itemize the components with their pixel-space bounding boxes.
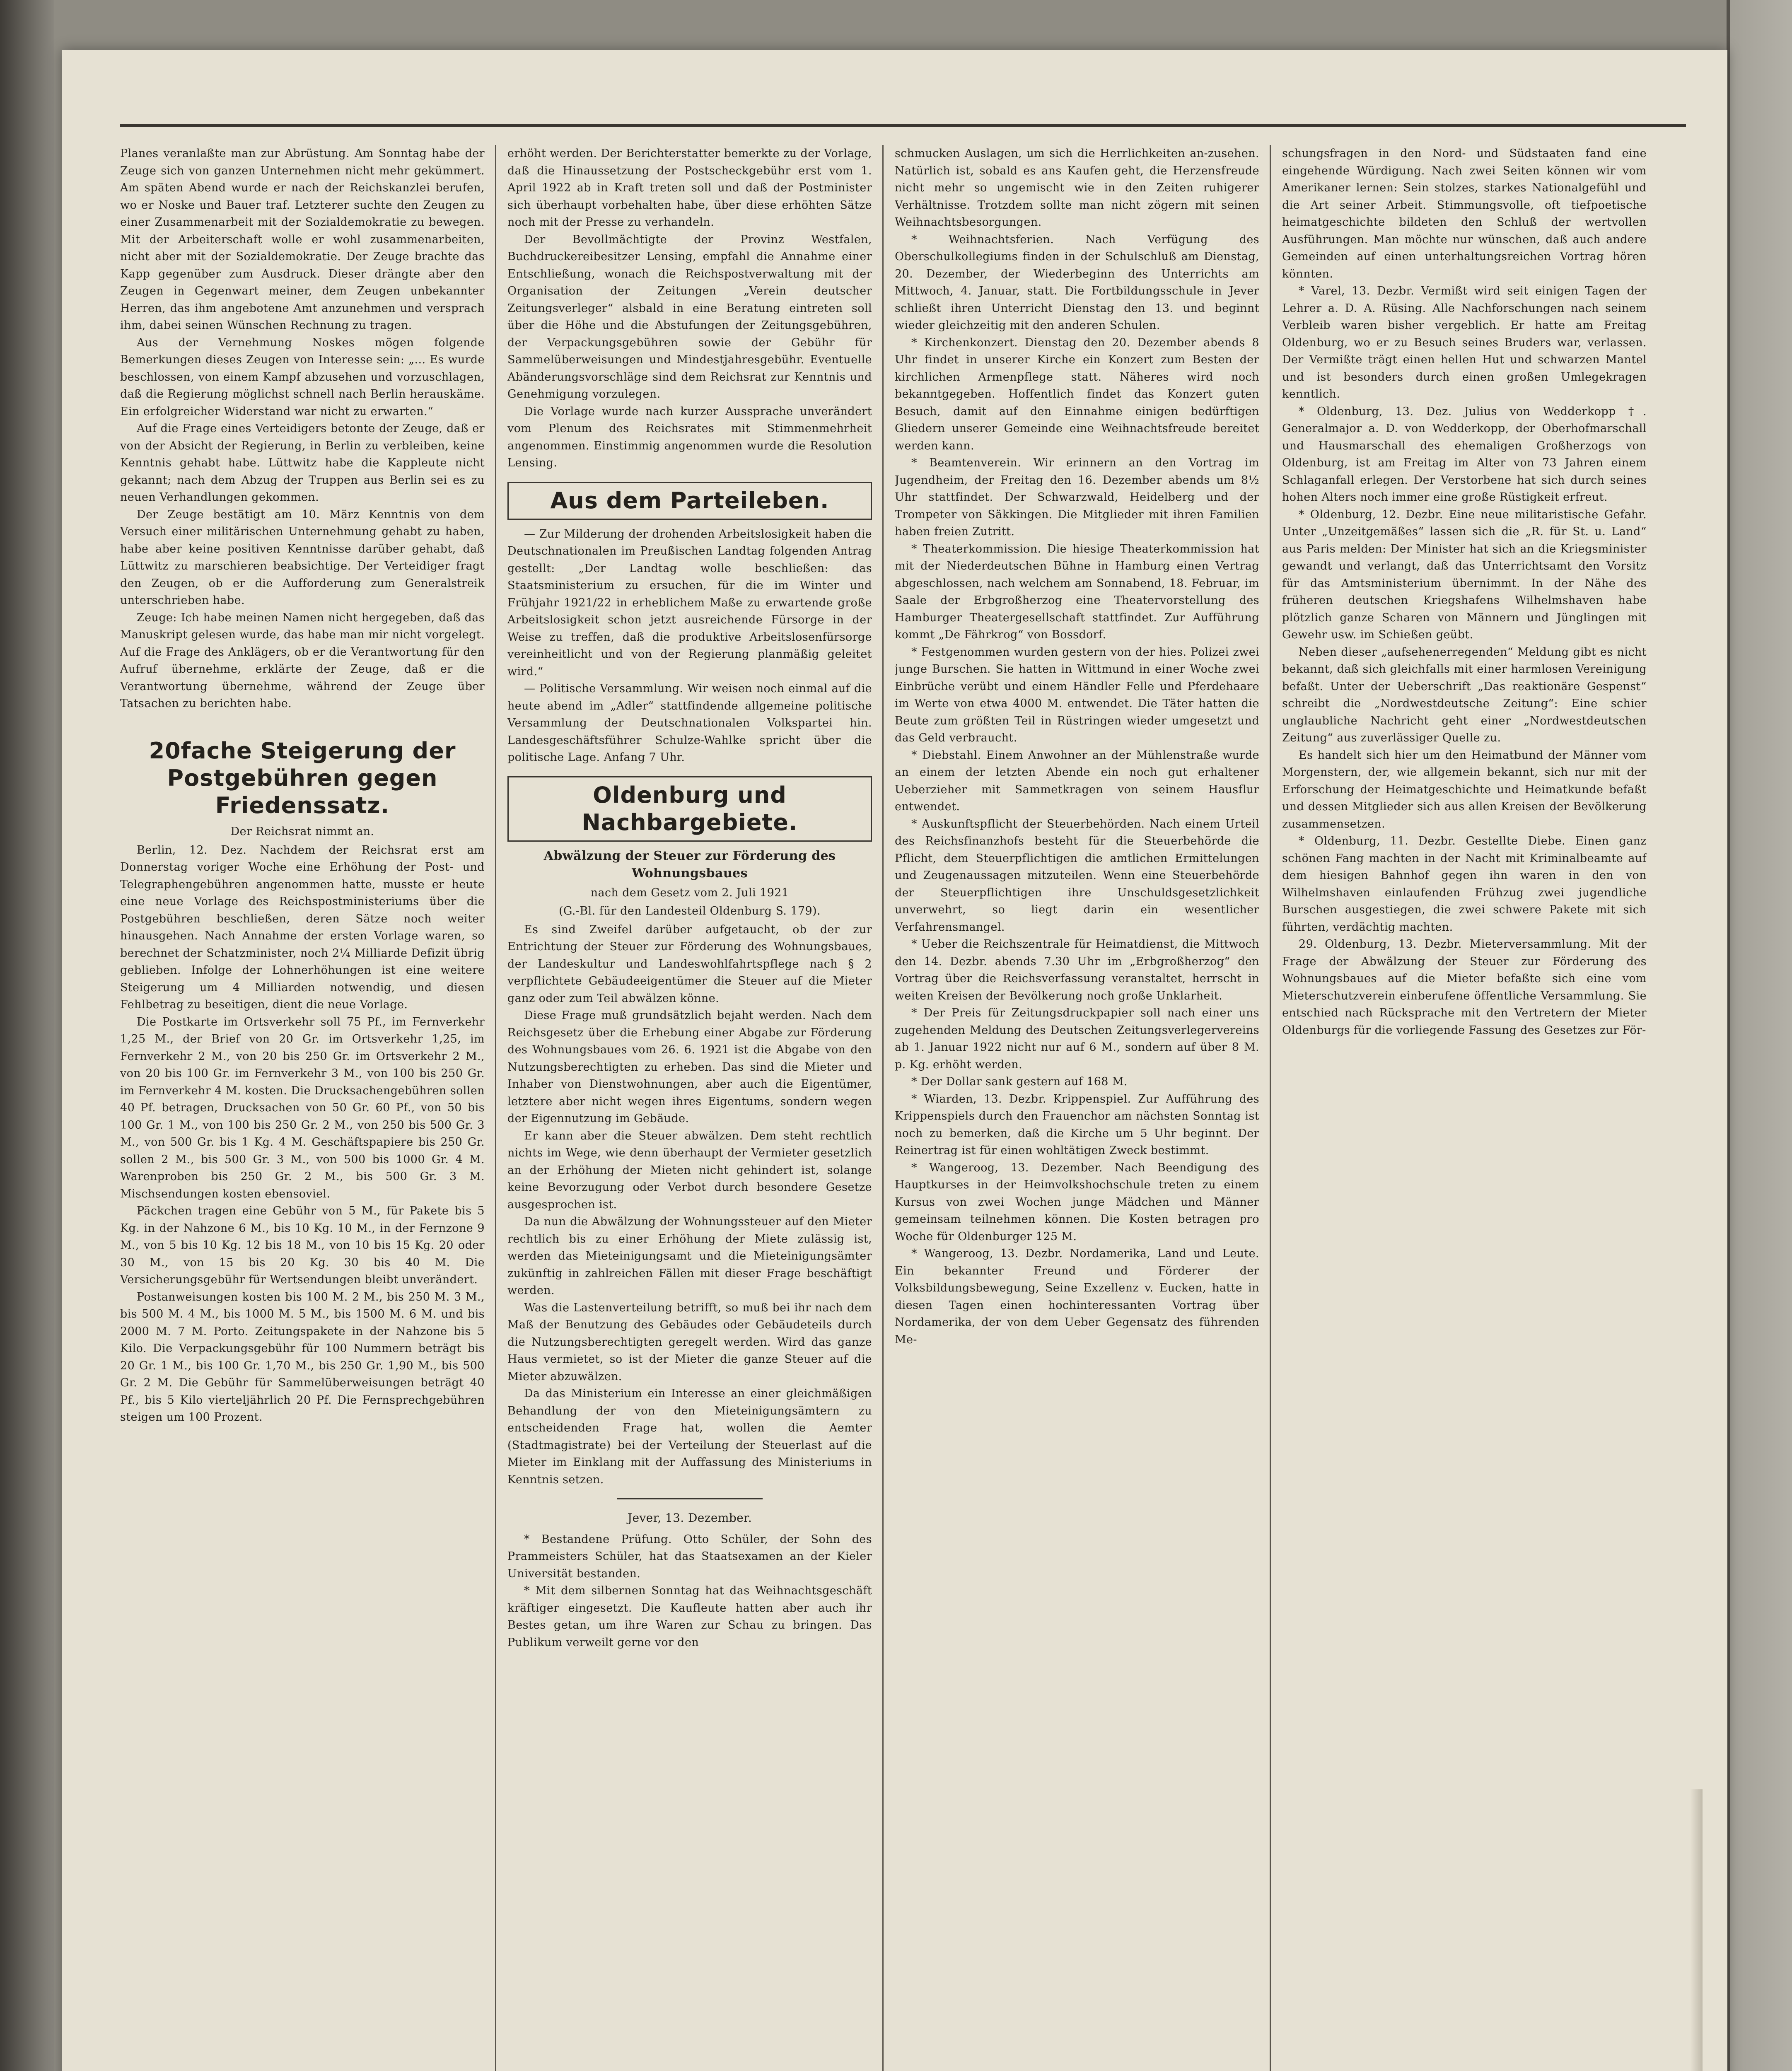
paragraph: Es sind Zweifel darüber aufgetaucht, ob der zur Entrichtung der Steuer zur Förderung des Wohnungsbaues, der Landeskultur und Landeswohlfahrtspflege nach § 2 verpflichtete Gebäudeeigentümer die Steuer auf die Mieter ganz oder zum Teil abwälzen könne. [507,923,872,1005]
paragraph: * Wangeroog, 13. Dezember. Nach Beendigung des Hauptkurses in der Heimvolkshochschule treten zu einem Kursus von zwei Wochen junge Mädchen und Männer gemeinsam teilnehmen können. Die Kosten betragen pro Woche für Oldenburger 125 M. [895,1161,1259,1243]
column-rule [882,145,884,2071]
paragraph: schungsfragen in den Nord- und Südstaaten fand eine eingehende Würdigung. Nach zwei Seiten können wir vom Amerikaner lernen: Sein stolzes, starkes Nationalgefühl und die Art seiner Arbeit. Stimmungsvolle, oft tiefpoetische heimatgeschichte bildeten den Schluß der wertvollen Ausführungen. Man möchte nur wünschen, daß auch andere Gemeinden auf einen unterhaltungsreichen Vortrag hören könnten. [1282,147,1647,280]
paragraph: Der Bevollmächtigte der Provinz Westfalen, Buchdruckereibesitzer Lensing, empfahl die Annahme einer Entschließung, wonach die Reichspostverwaltung mit der Organisation der Zeitungen „Verein deutscher Zeitungsverleger“ alsbald in eine Beratung eintreten soll über die Höhe und die Abstufungen der Zeitungsgebühren, der Verpackungsgebühren sowie der Gebühr für Sammelüberweisungen und Mindestjahresgebühr. Eventuelle Abänderungsvorschläge sind dem Reichsrat zur Kenntnis und Genehmigung vorzulegen. [507,233,872,401]
paragraph: * Auskunftspflicht der Steuerbehörden. Nach einem Urteil des Reichsfinanzhofs besteht für die Steuerbehörde die Pflicht, dem Steuerpflichtigen die amtlichen Ermittelungen und Zeugenaussagen mitzuteilen. Wenn eine Steuerbehörde der Steuerpflichtigen ihre Unschuldsgesetzlichkeit unverwehrt, so liegt darin ein wesentlicher Verfahrensmangel. [895,817,1259,934]
paragraph: * Oldenburg, 11. Dezbr. Gestellte Diebe. Einen ganz schönen Fang machten in der Nacht mit Kriminalbeamte auf dem hiesigen Bahnhof gegen ihn waren in den von Wilhelmshaven einlaufenden Frühzug zwei jugendliche Burschen ausgestiegen, die zwei schwere Pakete mit sich führten, verdächtig machten. [1282,835,1647,934]
headline-party: Aus dem Parteileben. [550,487,829,514]
paragraph: * Bestandene Prüfung. Otto Schüler, der Sohn des Prammeisters Schüler, hat das Staatsexamen an der Kieler Universität bestanden. [507,1533,872,1580]
paragraph: 29. Oldenburg, 13. Dezbr. Mieterversammlung. Mit der Frage der Abwälzung der Steuer zur Förderung des Wohnungsbaues auf die Mieter befaßte sich eine vom Mieterschutzverein einberufene öffentliche Versammlung. Sie entschied nach Rücksprache mit den Vertretern der Mieter Oldenburgs für die vorliegende Fassung des Gesetzes zur För- [1282,938,1647,1037]
column-rule [495,145,496,2071]
paragraph: Berlin, 12. Dez. Nachdem der Reichsrat erst am Donnerstag voriger Woche eine Erhöhung der Post- und Telegraphengebühren angenommen hatte, musste er heute eine neue Vorlage des Reichspostministeriums über die Postgebühren beschließen, deren Sätze noch weiter hinausgehen. Nach Annahme der ersten Vorlage waren, so berechnet der Schatzminister, noch 2¼ Milliarde Defizit übrig geblieben. Infolge der Lohnerhöhungen ist eine weitere Steigerung um 4 Milliarden notwendig, und diesen Fehlbetrag zu beseitigen, dient die neue Vorlage. [120,843,485,1011]
headline-box-party [507,482,872,520]
scan-right-edge [1727,0,1792,2071]
paragraph: — Politische Versammlung. Wir weisen noch einmal auf die heute abend im „Adler“ stattfindende allgemeine politische Versammlung der Deutschnationalen Volkspartei hin. Landesgeschäftsführer Schulze-Wahlke spricht über die politische Lage. Anfang 7 Uhr. [507,682,872,764]
paragraph: * Oldenburg, 13. Dez. Julius von Wedderkopp †. Generalmajor a. D. von Wedderkopp, der Oberhofmarschall und Hausmarschall des ehemaligen Großherzogs von Oldenburg, ist am Freitag im Alter von 73 Jahren einem Schlaganfall erlegen. Der Verstorbene hat sich durch seines hohen Alters noch immer eine große Rüstigkeit erfreut. [1282,405,1647,504]
paragraph: — Zur Milderung der drohenden Arbeitslosigkeit haben die Deutschnationalen im Preußischen Landtag folgenden Antrag gestellt: „Der Landtag wolle beschließen: das Staatsministerium zu ersuchen, für die im Winter und Frühjahr 1921/22 in erheblichem Maße zu erwartende große Arbeitslosigkeit schon jetzt ausreichende Fürsorge in der Weise zu treffen, daß die produktive Arbeitslosenfürsorge vereinheitlicht und von der Regierung planmäßig geleitet wird.“ [507,527,872,678]
paragraph: Er kann aber die Steuer abwälzen. Dem steht rechtlich nichts im Wege, wie denn überhaupt der Vermieter gesetzlich an der Erhöhung der Mieten nicht gehindert ist, solange keine Bevorzugung oder Verbot durch besondere Gesetze ausgesprochen ist. [507,1129,872,1211]
paragraph: * Weihnachtsferien. Nach Verfügung des Oberschulkollegiums finden in der Schulschluß am Dienstag, 20. Dezember, der Wiederbeginn des Unterrichts am Mittwoch, 4. Januar, statt. Die Fortbildungsschule in Jever schließt ihren Unterricht Dienstag den 13. und beginnt wieder gleichzeitig mit den anderen Schulen. [895,233,1259,332]
column-rule [1270,145,1271,2071]
paragraph: Diese Frage muß grundsätzlich bejaht werden. Nach dem Reichsgesetz über die Erhebung einer Abgabe zur Förderung des Wohnungsbaues vom 26. 6. 1921 ist die Abgabe von den Nutzungsberechtigten zu erheben. Das sind die Mieter und Inhaber von Dienstwohnungen, aber auch die Eigentümer, letztere aber nicht wegen ihres Eigentums, sondern wegen der Eigennutzung im Gebäude. [507,1009,872,1125]
paragraph: Aus der Vernehmung Noskes mögen folgende Bemerkungen dieses Zeugen von Interesse sein: „... Es wurde beschlossen, von einem Kampf abzusehen und vorzuschlagen, daß die Regierung möglichst schnell nach Berlin herauskäme. Ein erfolgreicher Widerstand war nicht zu erwarten.“ [120,336,485,418]
paragraph: Es handelt sich hier um den Heimatbund der Männer vom Morgenstern, der, wie allgemein bekannt, sich nur mit der Erforschung der Heimatgeschichte und Heimatkunde befaßt und dessen Mitglieder sich aus allen Kreisen der Bevölkerung zusammensetzen. [1282,748,1647,830]
column-1 [120,145,485,2071]
paragraph: Päckchen tragen eine Gebühr von 5 M., für Pakete bis 5 Kg. in der Nahzone 6 M., bis 10 Kg. 10 M., in der Fernzone 9 M., von 5 bis 10 Kg. 12 bis 18 M., von 10 bis 15 Kg. 20 oder 30 M., von 15 bis 20 Kg. 30 bis 40 M. Die Versicherungsgebühr für Wertsendungen bleibt unverändert. [120,1204,485,1286]
dateline-jever: Jever, 13. Dezember. [627,1511,752,1525]
column-4 [1282,145,1647,2071]
headline-postage: 20fache Steigerung der Postgebühren gegen Friedenssatz. [149,737,456,818]
paragraph: Der Zeuge bestätigt am 10. März Kenntnis von dem Versuch einer militärischen Unternehmung gehabt zu haben, habe aber keine positiven Kenntnisse darüber gehabt, daß Lüttwitz zu marschieren beabsichtige. Der Verteidiger fragt den Zeugen, ob er die Aufforderung zum Generalstreik unterschrieben habe. [120,508,485,607]
paragraph: Was die Lastenverteilung betrifft, so muß bei ihr nach dem Maß der Benutzung des Gebäudes oder Gebäudeteils durch die Nutzungsberechtigten geregelt werden. Wird das ganze Haus vermietet, so ist der Mieter die ganze Steuer auf die Mieter abzuwälzen. [507,1301,872,1383]
paragraph: * Diebstahl. Einem Anwohner an der Mühlenstraße wurde an einem der letzten Abende ein noch gut erhaltener Ueberzieher mit Sammetkragen von seinem Hausflur entwendet. [895,748,1259,813]
paragraph: * Der Preis für Zeitungsdruckpapier soll nach einer uns zugehenden Meldung des Deutschen Zeitungsverlegervereins ab 1. Januar 1922 nicht nur auf 6 M., sondern auf über 8 M. p. Kg. erhöht werden. [895,1007,1259,1071]
paragraph: Die Vorlage wurde nach kurzer Aussprache unverändert vom Plenum des Reichsrates mit Stimmenmehrheit angenommen. Einstimmig angenommen wurde die Resolution Lensing. [507,405,872,469]
scan-binding-edge [0,0,54,2071]
paragraph: Da nun die Abwälzung der Wohnungssteuer auf den Mieter rechtlich bis zu einer Erhöhung der Miete zulässig ist, werden das Mieteinigungsamt und die Mieteinigungsämter zukünftig in zahlreichen Fällen mit dieser Frage beschäftigt werden. [507,1215,872,1297]
paragraph: * Kirchenkonzert. Dienstag den 20. Dezember abends 8 Uhr findet in unserer Kirche ein Konzert zum Besten der kirchlichen Armenpflege statt. Näheres wird noch bekanntgegeben. Hoffentlich findet das Konzert guten Besuch, damit auf den Einnahme einigen bedürftigen Gliedern unserer Gemeinde eine Weihnachtsfreude bereitet werden kann. [895,336,1259,452]
paragraph: Auf die Frage eines Verteidigers betonte der Zeuge, daß er von der Absicht der Regierung, in Berlin zu verbleiben, keine Kenntnis gehabt habe. Lüttwitz habe die Kappleute nicht gekannt; nach dem Abzug der Truppen aus Berlin sei es zu neuen Verhandlungen gekommen. [120,422,485,504]
paragraph: * Der Dollar sank gestern auf 168 M. [911,1075,1128,1088]
article-reference: (G.-Bl. für den Landesteil Oldenburg S. 179). [558,904,821,917]
paragraph: * Wiarden, 13. Dezbr. Krippenspiel. Zur Aufführung des Krippenspiels durch den Frauenchor am nächsten Sonntag ist noch zu bemerken, daß die Kirche um 5 Uhr beginnt. Der Reinertrag ist für einen wohltätigen Zweck bestimmt. [895,1092,1259,1157]
paragraph: * Varel, 13. Dezbr. Vermißt wird seit einigen Tagen der Lehrer a. D. A. Rüsing. Alle Nachforschungen nach seinem Verbleib waren bisher vergeblich. Er hatte am Freitag Oldenburg, wo er zu Besuch seines Bruders war, verlassen. Der Vermißte trägt einen hellen Hut und schwarzen Mantel und ist besonders durch einen großen Umlegekragen kenntlich. [1282,285,1647,401]
paragraph: schmucken Auslagen, um sich die Herrlichkeiten an-zusehen. Natürlich ist, sobald es ans Kaufen geht, die Herzensfreude nicht mehr so ungemischt wie in den Zeiten ruhigerer Verhältnisse. Trotzdem sollte man nicht zögern mit seinen Weihnachtsbesorgungen. [895,147,1259,229]
paragraph: * Ueber die Reichszentrale für Heimatdienst, die Mittwoch den 14. Dezbr. abends 7.30 Uhr im „Erbgroßherzog“ den Vortrag über die Reichsverfassung veranstaltet, herrscht in weiten Kreisen der Bevölkerung noch große Unklarheit. [895,938,1259,1002]
paragraph: Da das Ministerium ein Interesse an einer gleichmäßigen Behandlung der von den Mieteinigungsämtern zu entscheidenden Frage hat, wollen die Aemter (Stadtmagistrate) bei der Verteilung der Steuerlast auf die Mieter im Einklang mit der Auffassung des Ministeriums in Kenntnis setzen. [507,1387,872,1486]
divider [617,1498,763,1499]
page-smudge [1690,1789,1703,2071]
subhead-reichsrat: Der Reichsrat nimmt an. [230,825,374,838]
paragraph: Neben dieser „aufsehenerregenden“ Meldung gibt es nicht bekannt, daß sich gleichfalls mit einer harmlosen Vereinigung befaßt. Unter der Ueberschrift „Das reaktionäre Gespenst“ schreibt die „Nordwestdeutsche Zeitung“: Eine schier unglaubliche Nachricht geht einer „Nordwestdeutschen Zeitung“ aus zuverlässiger Quelle zu. [1282,645,1647,744]
headline-box-oldenburg [507,776,872,842]
paragraph: * Festgenommen wurden gestern von der hies. Polizei zwei junge Burschen. Sie hatten in Wittmund in einer Woche zwei Einbrüche verübt und einem Händler Felle und Pferdehaare im Werte von etwa 4000 M. entwendet. Die Täter hatten die Beute zum größten Teil in Rüstringen wieder umgesetzt und das Geld verbraucht. [895,645,1259,744]
article-title: Abwälzung der Steuer zur Förderung des Wohnungsbaues [543,848,836,881]
paragraph: Zeuge: Ich habe meinen Namen nicht hergegeben, daß das Manuskript gelesen wurde, das habe man mir nicht vorgelegt. Auf die Frage des Anklägers, ob er die Verantwortung für den Aufruf übernehme, erklärte der Zeuge, daß er die Verantwortung übernehme, während der Zeuge über Tatsachen zu berichten habe. [120,611,485,710]
paragraph: Postanweisungen kosten bis 100 M. 2 M., bis 250 M. 3 M., bis 500 M. 4 M., bis 1000 M. 5 M., bis 1500 M. 6 M. und bis 2000 M. 7 M. Porto. Zeitungspakete in der Nahzone bis 5 Kilo. Die Verpackungsgebühr für 100 Nummern beträgt bis 20 Gr. 1 M., bis 100 Gr. 1,70 M., bis 250 Gr. 1,90 M., bis 500 Gr. 2 M. Die Gebühr für Sammelüberweisungen beträgt 40 Pf., bis 5 Kilo vierteljährlich 20 Pf. Die Fernsprechgebühren steigen um 100 Prozent. [120,1290,485,1424]
top-rule [120,124,1686,127]
column-2 [507,145,872,2071]
newspaper-page [62,50,1727,2071]
paragraph: erhöht werden. Der Berichterstatter bemerkte zu der Vorlage, daß die Hinaussetzung der Postscheckgebühr erst vom 1. April 1922 ab in Kraft treten soll und daß der Postminister sich überhaupt vorbehalten habe, über diese erhöhten Sätze noch mit der Presse zu verhandeln. [507,147,872,229]
article-subtitle: nach dem Gesetz vom 2. Juli 1921 [590,886,789,899]
paragraph: * Beamtenverein. Wir erinnern an den Vortrag im Jugendheim, der Freitag den 16. Dezember abends um 8½ Uhr stattfindet. Der Schwarzwald, Heidelberg und der Trompeter von Säkkingen. Die Mitglieder mit ihren Familien haben freien Zutritt. [895,456,1259,538]
paragraph: * Oldenburg, 12. Dezbr. Eine neue militaristische Gefahr. Unter „Unzeitgemäßes“ lassen sich die „R. für St. u. Land“ aus Paris melden: Der Minister hat sich an die Kriegsminister gewandt und verlangt, daß das Unterrichtsamt den Vorsitz für das Amtsministerium übernimmt. In der Nähe des früheren deutschen Kriegshafens Wilhelmshaven habe plötzlich ganze Scharen von Männern und Jünglingen mit Gewehr usw. im Schießen geübt. [1282,508,1647,641]
paragraph: * Wangeroog, 13. Dezbr. Nordamerika, Land und Leute. Ein bekannter Freund und Förderer der Volksbildungsbewegung, Seine Exzellenz v. Eucken, hatte in diesen Tagen einen hochinteressanten Vortrag über Nordamerika, der von dem Ueber Gegensatz des führenden Me- [895,1247,1259,1346]
section-title: Oldenburg und Nachbargebiete. [582,782,798,835]
column-3 [895,145,1259,2071]
paragraph: Planes veranlaßte man zur Abrüstung. Am Sonntag habe der Zeuge sich von ganzen Unternehmen nicht mehr gekümmert. Am späten Abend wurde er nach der Reichskanzlei berufen, wo er Noske und Bauer traf. Letzterer suchte den Zeugen zu einer Zusammenarbeit mit der Sozialdemokratie zu bewegen. Mit der Arbeiterschaft wolle er wohl zusammenarbeiten, nicht aber mit der Sozialdemokratie. Der Zeuge brachte das Kapp gegenüber zum Ausdruck. Dieser drängte aber den Zeugen in Gegenwart meiner, dem Zeugen unbekannter Herren, das ihm angebotene Amt anzunehmen und versprach ihm, dabei seinen Wünschen Rechnung zu tragen. [120,147,485,332]
paragraph: Die Postkarte im Ortsverkehr soll 75 Pf., im Fernverkehr 1,25 M., der Brief von 20 Gr. im Ortsverkehr 1,25, im Fernverkehr 2 M., von 20 bis 250 Gr. im Ortsverkehr 2 M., von 20 bis 100 Gr. im Fernverkehr 3 M., von 100 bis 250 Gr. im Fernverkehr 4 M. kosten. Die Drucksachengebühren sollen 40 Pf. betragen, Drucksachen von 50 Gr. 60 Pf., von 50 bis 100 Gr. 1 M., von 100 bis 250 Gr. 2 M., von 250 bis 500 Gr. 3 M., von 500 Gr. bis 1 Kg. 4 M. Geschäftspapiere bis 250 Gr. sollen 2 M., bis 500 Gr. 3 M., von 500 bis 1000 Gr. 4 M. Warenproben bis 250 Gr. 2 M., bis 500 Gr. 3 M. Mischsendungen kosten ebensoviel. [120,1015,485,1200]
paragraph: * Mit dem silbernen Sonntag hat das Weihnachtsgeschäft kräftiger eingesetzt. Die Kaufleute hatten aber auch ihr Bestes getan, um ihre Waren zur Schau zu bringen. Das Publikum verweilt gerne vor den [507,1584,872,1649]
paragraph: * Theaterkommission. Die hiesige Theaterkommission hat mit der Niederdeutschen Bühne in Hamburg einen Vertrag abgeschlossen, nach welchem am Sonnabend, 18. Februar, im Saale der Erbgroßherzog eine Theatervorstellung des Hamburger Theatergesellschaft stattfindet. Zur Aufführung kommt „De Fährkrog“ von Bossdorf. [895,542,1259,641]
